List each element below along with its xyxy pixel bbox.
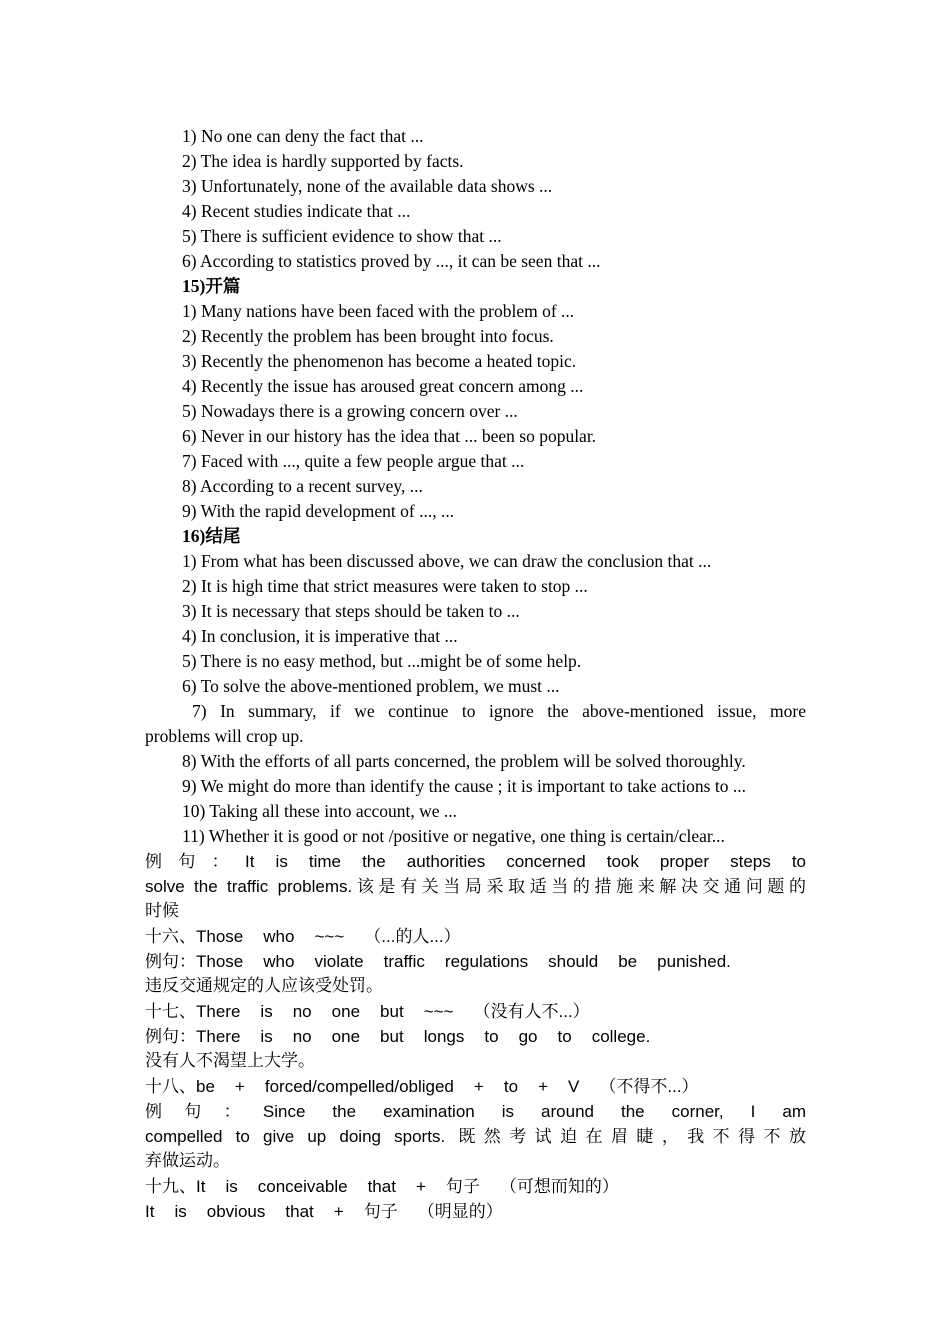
list-item: 8) According to a recent survey, ... bbox=[182, 476, 423, 496]
list-item: 3) It is necessary that steps should be taken to ... bbox=[182, 601, 520, 621]
list-item: 1) From what has been discussed above, we can draw the conclusion that ... bbox=[182, 551, 712, 571]
list-item: 3) Recently the phenomenon has become a heated topic. bbox=[182, 351, 577, 371]
example-sentence-line: 弃做运动。 bbox=[145, 1151, 230, 1171]
example-translation: 违反交通规定的人应该受处罚。 bbox=[145, 976, 383, 996]
example-sentence: 例句：Those who violate traffic regulations should be punished. bbox=[145, 952, 731, 971]
list-item: 1) Many nations have been faced with the problem of ... bbox=[182, 301, 575, 321]
example-translation: 没有人不渴望上大学。 bbox=[145, 1051, 315, 1071]
example-sentence-line: 例句：Since the examination is around the corner, I am bbox=[145, 1102, 806, 1121]
list-item: 5) There is no easy method, but ...might be of some help. bbox=[182, 651, 582, 671]
pattern-line: It is obvious that + 句子 （明显的） bbox=[145, 1202, 503, 1221]
example-sentence-line: 例句：It is time the authorities concerned took proper steps to bbox=[145, 852, 806, 871]
list-item: 7) Faced with ..., quite a few people argue that ... bbox=[182, 451, 525, 471]
list-item: 9) We might do more than identify the cause ; it is important to take actions to ... bbox=[182, 776, 746, 796]
list-item: 4) In conclusion, it is imperative that ... bbox=[182, 626, 458, 646]
list-item: 9) With the rapid development of ..., ... bbox=[182, 501, 455, 521]
pattern-title: 十九、It is conceivable that + 句子 （可想而知的） bbox=[145, 1177, 619, 1196]
example-sentence-line: 时候 bbox=[145, 901, 179, 921]
list-item-line: 7) In summary, if we continue to ignore the above-mentioned issue, more bbox=[192, 701, 806, 721]
list-item: 2) Recently the problem has been brought into focus. bbox=[182, 326, 554, 346]
list-item: 10) Taking all these into account, we ... bbox=[182, 801, 457, 821]
list-item: 5) Nowadays there is a growing concern over ... bbox=[182, 401, 518, 421]
pattern-title: 十八、be + forced/compelled/obliged + to + V （不得不...） bbox=[145, 1077, 699, 1096]
list-item: 11) Whether it is good or not /positive or negative, one thing is certain/clear... bbox=[182, 826, 725, 846]
list-item: 2) The idea is hardly supported by facts. bbox=[182, 151, 464, 171]
list-item: 6) To solve the above-mentioned problem, we must ... bbox=[182, 676, 560, 696]
list-item: 8) With the efforts of all parts concerned, the problem will be solved thoroughly. bbox=[182, 751, 746, 771]
list-item: 6) According to statistics proved by ..., it can be seen that ... bbox=[182, 251, 601, 271]
list-item: 2) It is high time that strict measures were taken to stop ... bbox=[182, 576, 588, 596]
list-item: 4) Recent studies indicate that ... bbox=[182, 201, 411, 221]
section-heading-ending: 16)结尾 bbox=[182, 526, 241, 546]
list-item: 3) Unfortunately, none of the available data shows ... bbox=[182, 176, 553, 196]
list-item: 1) No one can deny the fact that ... bbox=[182, 126, 424, 146]
pattern-title: 十七、There is no one but ~~~ （没有人不...） bbox=[145, 1002, 590, 1021]
list-item: 5) There is sufficient evidence to show that ... bbox=[182, 226, 502, 246]
list-item: 6) Never in our history has the idea that ... been so popular. bbox=[182, 426, 597, 446]
section-heading-opening: 15)开篇 bbox=[182, 276, 241, 296]
example-sentence: 例句：There is no one but longs to go to college. bbox=[145, 1027, 651, 1046]
pattern-title: 十六、Those who ~~~ （...的人...） bbox=[145, 927, 461, 946]
list-item-line: problems will crop up. bbox=[145, 726, 304, 746]
list-item: 4) Recently the issue has aroused great concern among ... bbox=[182, 376, 584, 396]
example-sentence-line: compelled to give up doing sports. 既然考试迫在眉睫，我不得不放 bbox=[145, 1127, 806, 1146]
example-sentence-line: solve the traffic problems.该是有关当局采取适当的措施来解决交通问题的 bbox=[145, 877, 806, 896]
